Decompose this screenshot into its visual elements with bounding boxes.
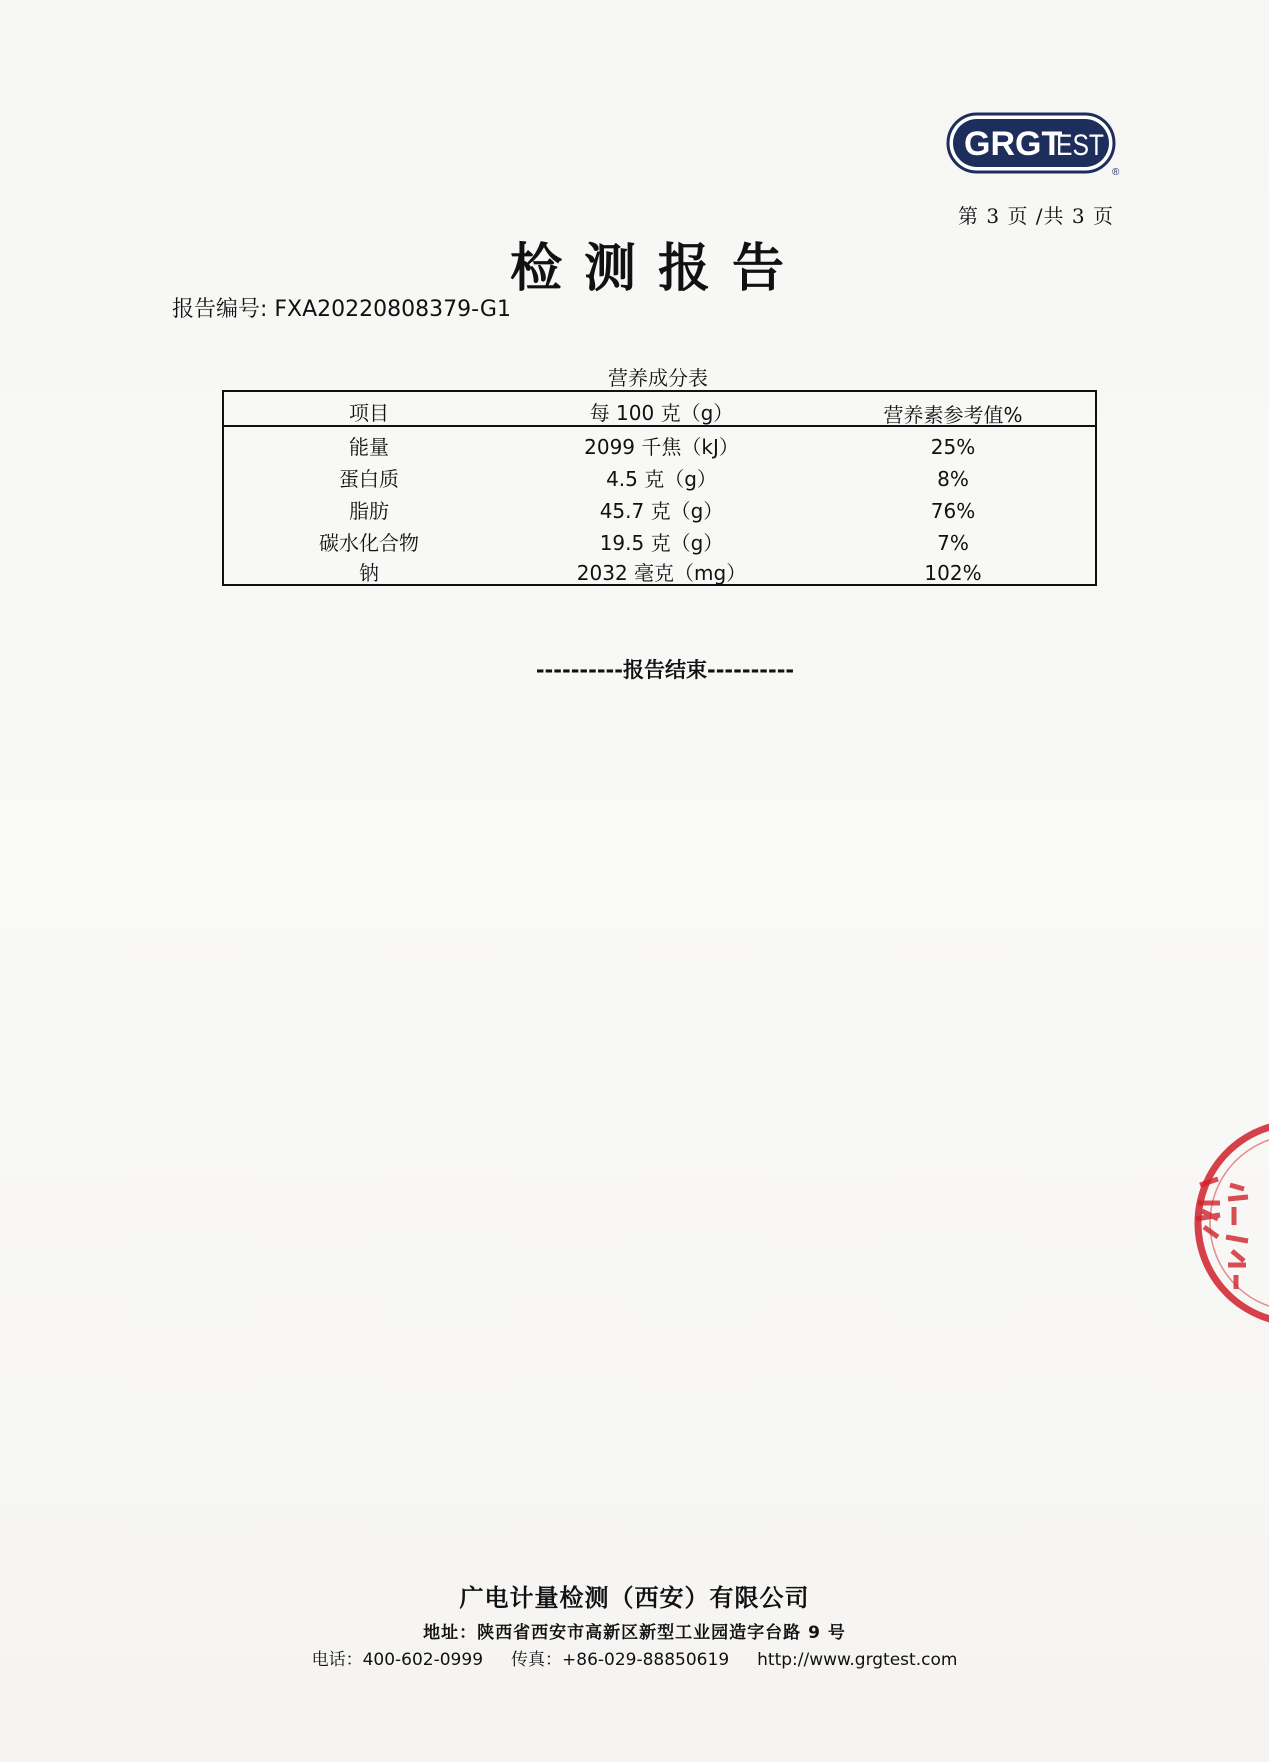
table-header-row: [224, 392, 1095, 427]
row-nrv: 7%: [937, 531, 969, 555]
footer-contact: [0, 1645, 1269, 1670]
company-seal-stamp: [1190, 1115, 1269, 1331]
report-end-marker: ----------报告结束----------: [535, 658, 795, 682]
row-nrv: 76%: [930, 499, 976, 523]
logo-text-bold: GRGT: [964, 125, 1063, 163]
row-name: 能量: [349, 435, 389, 459]
header-item: 项目: [349, 401, 389, 425]
row-name: 蛋白质: [339, 467, 399, 491]
row-name: 钠: [359, 561, 379, 585]
page-title: 检测报告: [510, 238, 807, 299]
row-amount: 4.5 克（g）: [606, 467, 717, 491]
row-nrv: 102%: [924, 561, 982, 585]
footer-company-name: 广电计量检测（西安）有限公司: [459, 1583, 810, 1612]
header-nrv: 营养素参考值%: [883, 403, 1023, 427]
header-per-100g: 每 100 克（g）: [589, 401, 734, 425]
table-caption: 营养成分表: [608, 366, 708, 390]
page-number: 第 3 页 /共 3 页: [958, 204, 1114, 228]
registered-mark: ®: [1112, 167, 1120, 176]
footer-fax: 传真：+86-029-88850619: [511, 1650, 730, 1670]
logo-text-light: EST: [1056, 129, 1104, 162]
nutrition-table: [222, 390, 1097, 586]
row-name: 碳水化合物: [319, 531, 419, 555]
footer-phone: 电话：400-602-0999: [311, 1650, 484, 1670]
report-number: 报告编号: FXA20220808379-G1: [172, 297, 511, 322]
row-nrv: 25%: [930, 435, 976, 459]
row-amount: 2099 千焦（kJ）: [584, 435, 739, 459]
footer-address: 地址：陕西省西安市高新区新型工业园造字台路 9 号: [423, 1623, 846, 1643]
footer-website-link[interactable]: http://www.grgtest.com: [757, 1650, 958, 1670]
row-amount: 2032 毫克（mg）: [576, 561, 747, 585]
row-nrv: 8%: [937, 467, 969, 491]
grgtest-logo: [946, 112, 1124, 176]
row-amount: 19.5 克（g）: [599, 531, 724, 555]
row-amount: 45.7 克（g）: [599, 499, 724, 523]
row-name: 脂肪: [349, 499, 389, 523]
